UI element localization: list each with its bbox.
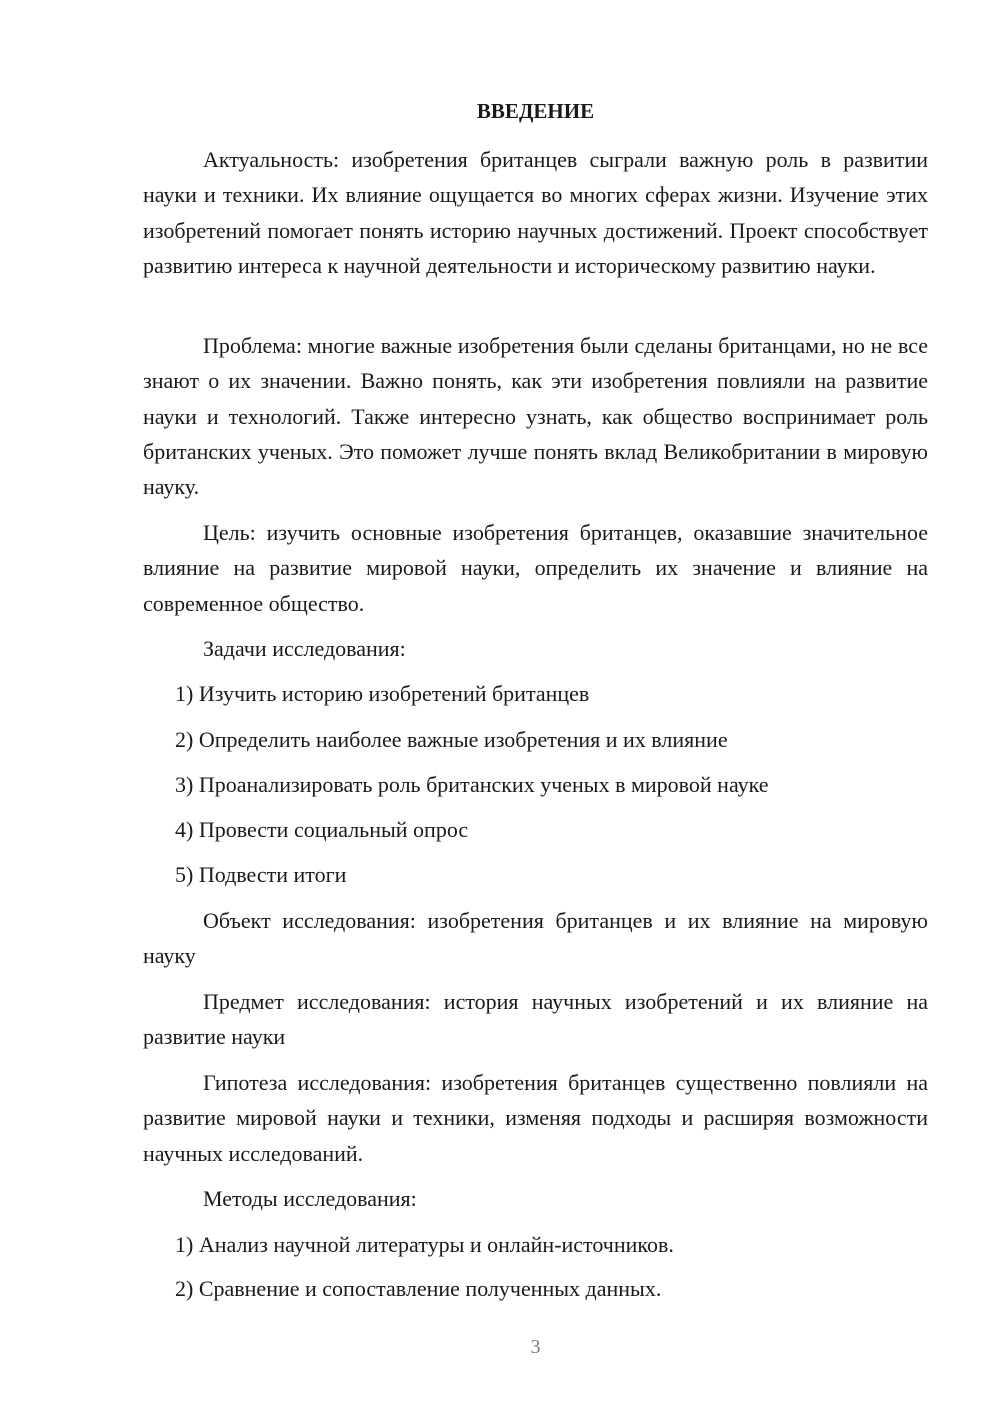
method-item-2: 2) Сравнение и сопоставление полученных данных.: [175, 1276, 662, 1301]
relevance-paragraph: Актуальность: изобретения британцев сыграли важную роль в развитии науки и техники. Их влияние ощущается во многих сферах жизни. Изучение этих изобретений помогает понять историю научных достижений. Проект способствует развитию интереса к научной деятельности и историческому развитию науки.: [143, 147, 928, 278]
subject-paragraph: Предмет исследования: история научных изобретений и их влияние на развитие науки: [143, 989, 928, 1050]
object-paragraph: Объект исследования: изобретения британцев и их влияние на мировую науку: [143, 908, 928, 969]
hypothesis-paragraph: Гипотеза исследования: изобретения британцев существенно повлияли на развитие мировой науки и техники, изменяя подходы и расширяя возможности научных исследований.: [143, 1070, 928, 1166]
task-item-3: 3) Проанализировать роль британских ученых в мировой науке: [175, 772, 769, 797]
task-item-2: 2) Определить наиболее важные изобретения и их влияние: [175, 727, 728, 752]
goal-paragraph: Цель: изучить основные изобретения британцев, оказавшие значительное влияние на развитие мировой науки, определить их значение и влияние на современное общество.: [143, 520, 928, 616]
task-item-4: 4) Провести социальный опрос: [175, 817, 469, 842]
methods-title: Методы исследования:: [203, 1186, 417, 1211]
tasks-title: Задачи исследования:: [203, 636, 406, 661]
task-item-5: 5) Подвести итоги: [175, 862, 347, 887]
page-number: 3: [530, 1336, 541, 1358]
method-item-1: 1) Анализ научной литературы и онлайн-источников.: [175, 1232, 674, 1257]
document-page: [143, 0, 928, 1414]
page-title: ВВЕДЕНИЕ: [476, 99, 595, 123]
problem-paragraph: Проблема: многие важные изобретения были сделаны британцами, но не все знают о их значении. Важно понять, как эти изобретения повлияли на развитие науки и технологий. Также интересно узнать, как общество воспринимает роль британских ученых. Это поможет лучше понять вклад Великобритании в мировую науку.: [143, 333, 928, 500]
task-item-1: 1) Изучить историю изобретений британцев: [175, 681, 590, 706]
